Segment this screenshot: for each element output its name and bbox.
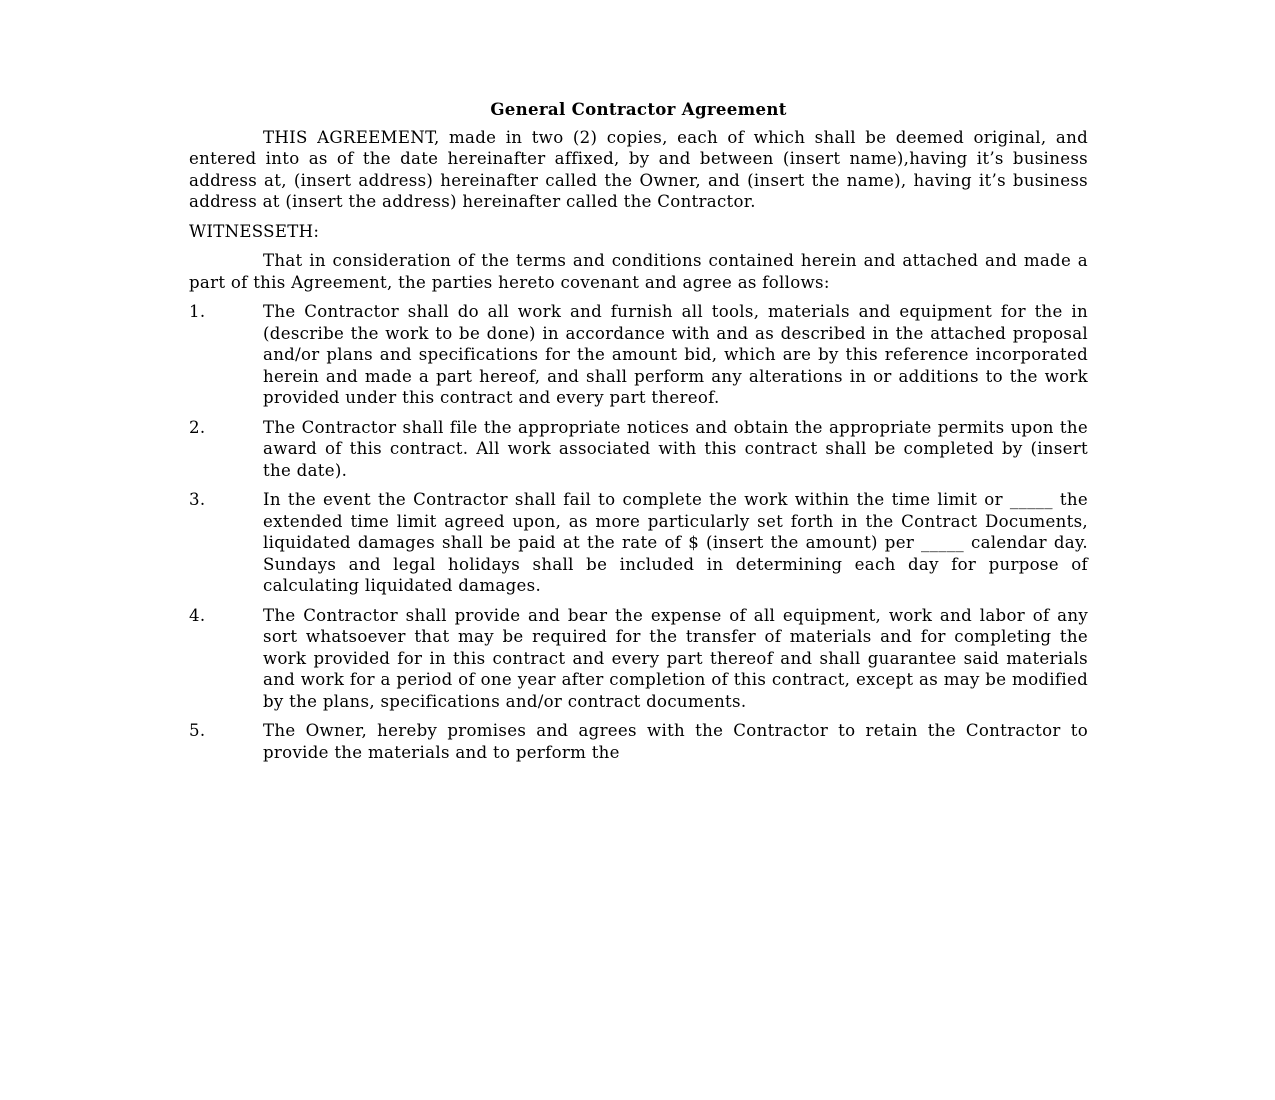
list-item-number: 5. [189,721,206,740]
list-item-text: In the event the Contractor shall fail to complete the work within the time limit or _____ the extended time limit agreed upon, as more particularly set forth in the Contract Documents, liquidated damages shall be paid at the rate of $ (insert the amount) per _____ calendar day. Sundays and legal holidays shall be included in determining each day for purpose of calculating liquidated damages. [263,490,1088,595]
consideration-paragraph: That in consideration of the terms and conditions contained herein and attached and made a part of this Agreement, the parties hereto covenant and agree as follows: [189,251,1088,292]
list-item-text: The Owner, hereby promises and agrees with the Contractor to retain the Contractor to provide the materials and to perform the [263,721,1088,762]
list-item-number: 4. [189,605,206,625]
list-item [189,301,1088,409]
list-item-text: The Contractor shall do all work and furnish all tools, materials and equipment for the in (describe the work to be done) in accordance with and as described in the attached proposal and/or plans and specifications for the amount bid, which are by this reference incorporated herein and made a part hereof, and shall perform any alterations in or additions to the work provided under this contract and every part thereof. [263,302,1088,407]
list-item-number: 1. [189,302,206,321]
intro-paragraph: THIS AGREEMENT, made in two (2) copies, each of which shall be deemed original, and entered into as of the date hereinafter affixed, by and between (insert name),having it’s business address at, (insert address) hereinafter called the Owner, and (insert the name), having it’s business address at (insert the address) hereinafter called the Contractor. [189,127,1088,211]
list-item [189,720,1088,763]
list-item-text: The Contractor shall provide and bear the expense of all equipment, work and labor of any sort whatsoever that may be required for the transfer of materials and for completing the work provided for in this contract and every part thereof and shall guarantee said materials and work for a period of one year after completion of this contract, except as may be modified by the plans, specifications and/or contract documents. [263,605,1088,711]
list-item [189,605,1088,713]
list-item-text: The Contractor shall file the appropriate notices and obtain the appropriate permits upon the award of this contract. All work associated with this contract shall be completed by (insert the date). [263,417,1088,480]
list-item [189,489,1088,597]
document-title: General Contractor Agreement [490,99,787,119]
list-item-number: 2. [189,417,206,437]
list-item-number: 3. [189,490,206,509]
document-page [189,99,1088,771]
witnesseth-heading: WITNESSETH: [189,221,320,241]
list-item [189,417,1088,482]
